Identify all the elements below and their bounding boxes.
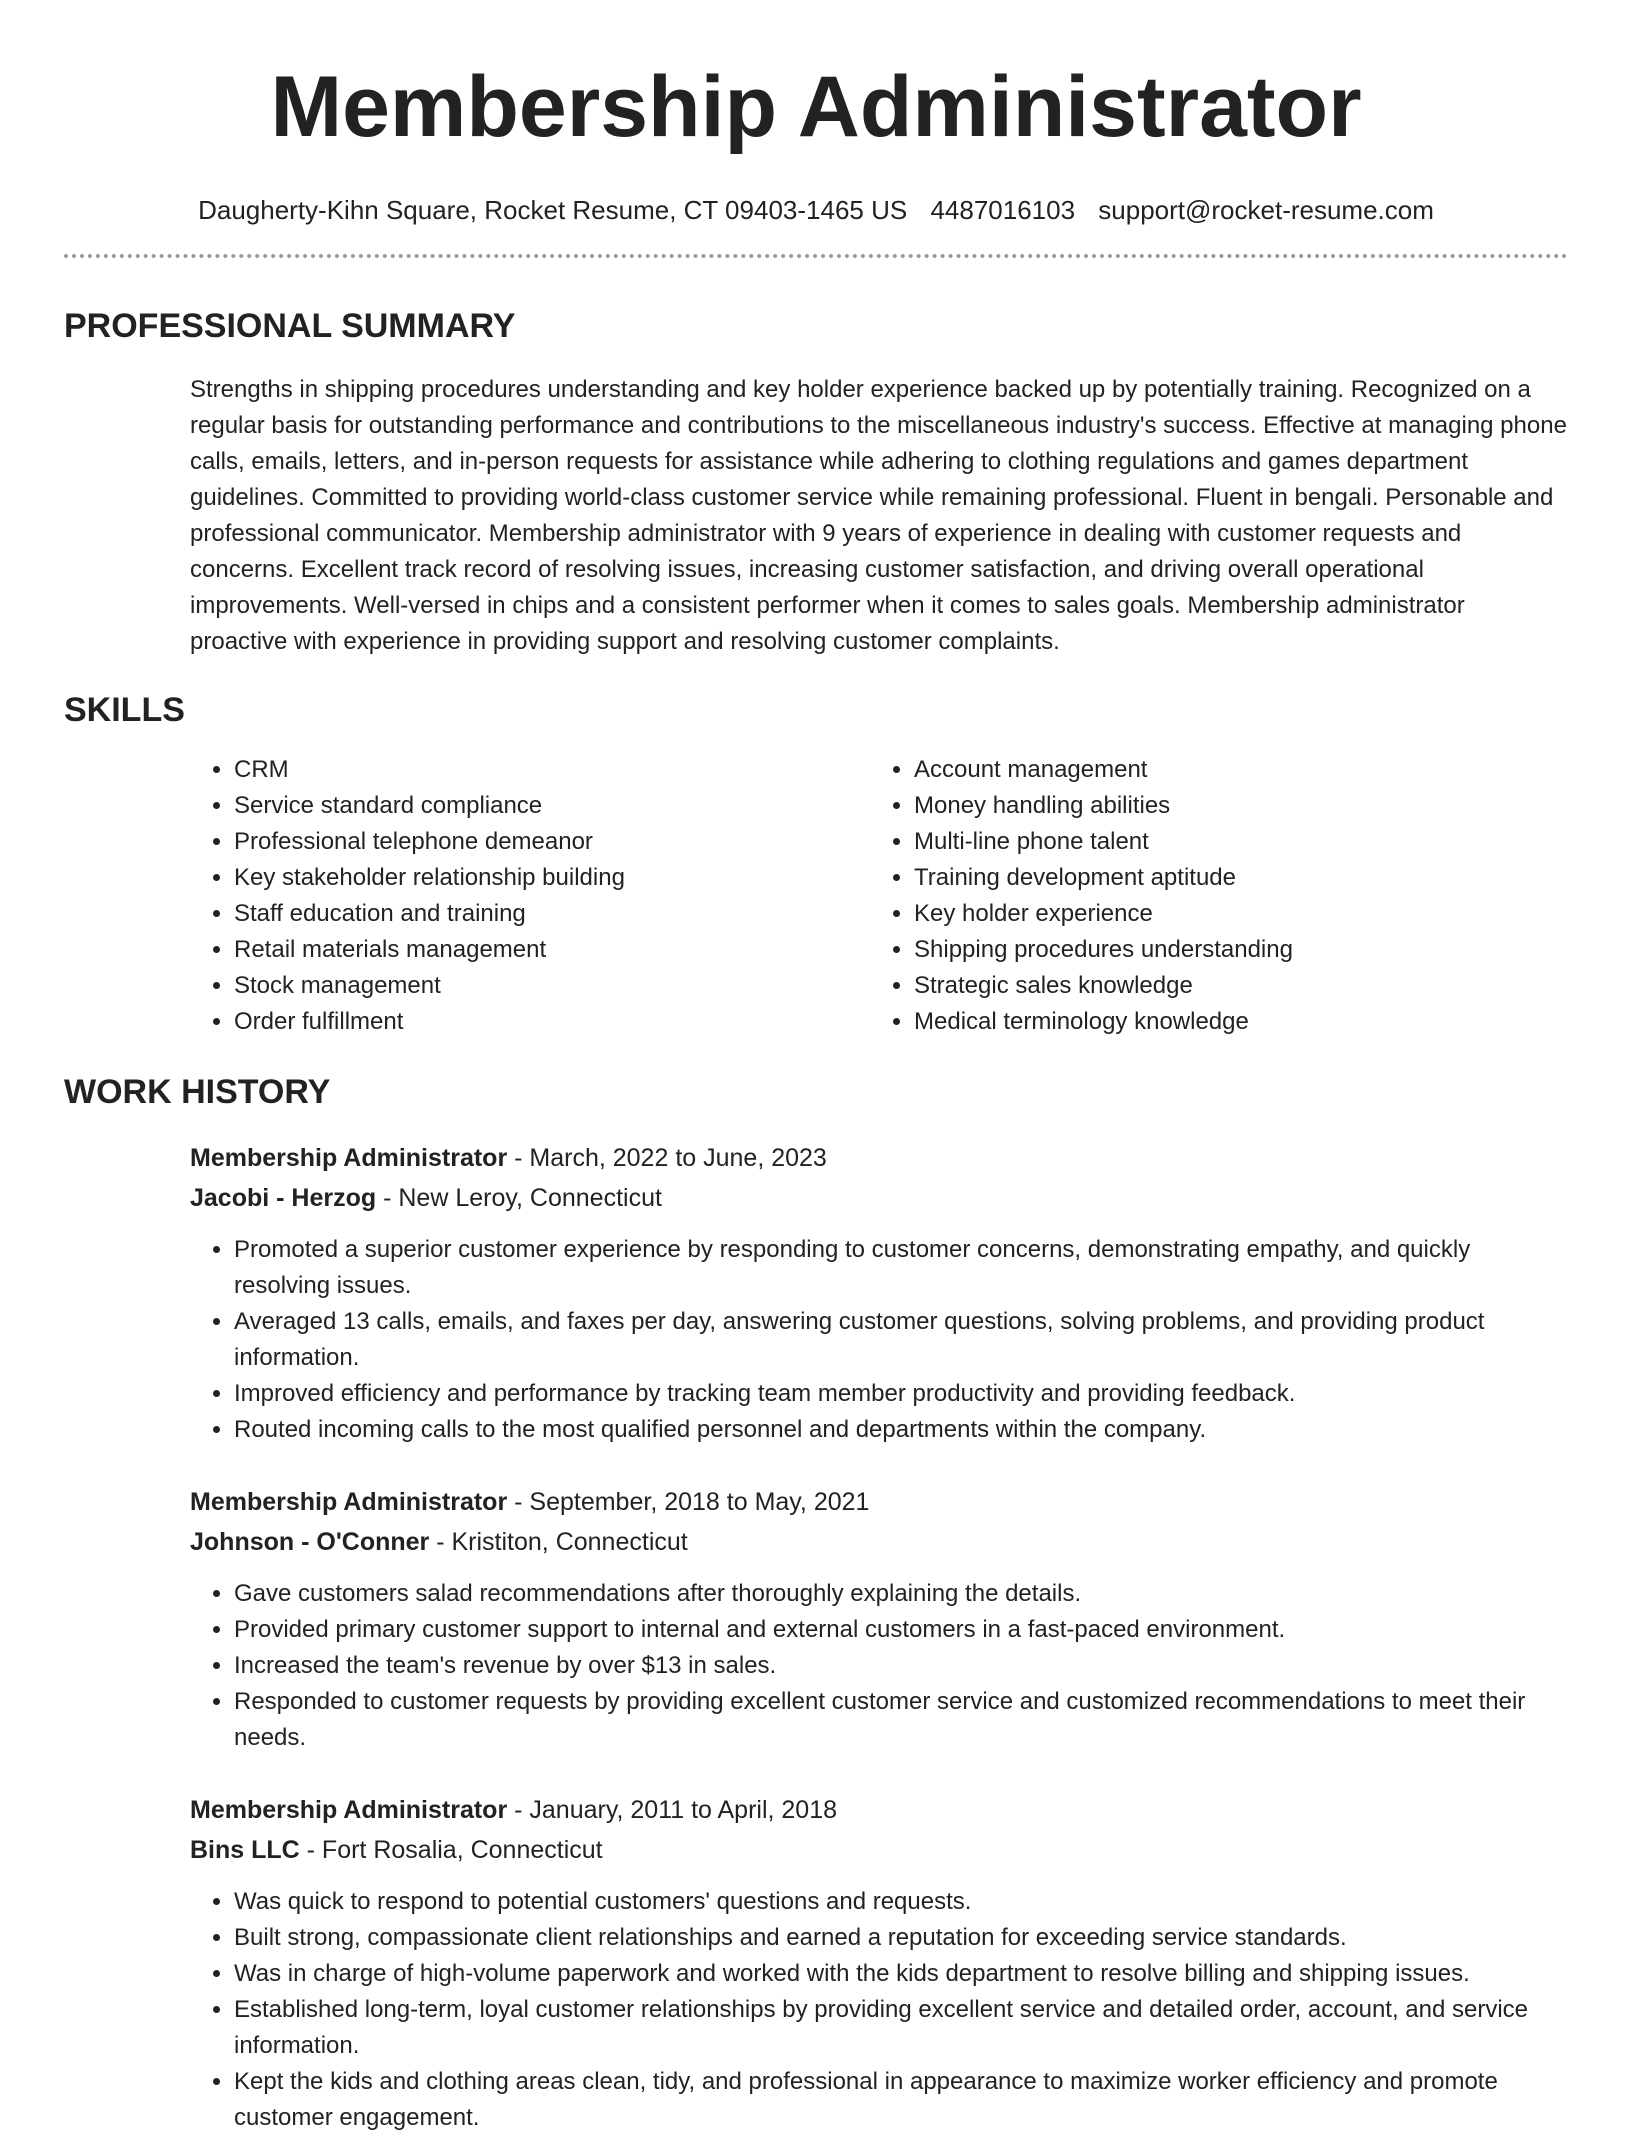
job-bullet: • Kept the kids and clothing areas clean, tidy, and professional in appearance to maximize worker efficiency and promote customer engagement. [234,2064,1568,2136]
job-bullet: • Increased the team's revenue by over $13 in sales. [234,1648,1568,1684]
job-bullet: • Established long-term, loyal customer relationships by providing excellent service and detailed order, account, and service information. [234,1992,1568,2064]
skill-item: • Key stakeholder relationship building [234,860,870,896]
job-bullet: • Routed incoming calls to the most qualified personnel and departments within the company. [234,1412,1568,1448]
skill-item: • Money handling abilities [914,788,1568,824]
email-text: support@rocket-resume.com [1098,195,1434,225]
resume-name: Membership Administrator [270,59,1362,155]
skill-item: • Service standard compliance [234,788,870,824]
job-bullets [190,1576,1568,1756]
contact-line [64,194,1568,226]
job-location: - Fort Rosalia, Connecticut [299,1836,603,1864]
job-location: - New Leroy, Connecticut [376,1184,662,1212]
job-title: Membership Administrator [190,1796,508,1824]
job-company: Bins LLC [190,1836,300,1864]
summary-heading: PROFESSIONAL SUMMARY [64,307,516,345]
job-bullet: • Was quick to respond to potential customers' questions and requests. [234,1884,1568,1920]
skill-item: • Stock management [234,968,870,1004]
skill-item: • CRM [234,752,870,788]
skill-item: • Account management [914,752,1568,788]
skills-grid [190,752,1568,1040]
job-bullet: • Was in charge of high-volume paperwork and worked with the kids department to resolve billing and shipping issues. [234,1956,1568,1992]
work-history-heading: WORK HISTORY [64,1073,331,1111]
skills-list-right [870,752,1568,1040]
skill-item: • Training development aptitude [914,860,1568,896]
job-title: Membership Administrator [190,1144,508,1172]
job-entry [190,1482,1568,1756]
skill-item: • Order fulfillment [234,1004,870,1040]
job-company-line [190,1522,1568,1562]
phone-text: 4487016103 [930,195,1076,225]
header-divider [64,254,1568,258]
skill-item: • Strategic sales knowledge [914,968,1568,1004]
job-bullet: • Averaged 13 calls, emails, and faxes per day, answering customer questions, solving problems, and providing product information. [234,1304,1568,1376]
job-bullets [190,1232,1568,1448]
job-title-line [190,1790,1568,1830]
job-bullet: • Improved efficiency and performance by tracking team member productivity and providing feedback. [234,1376,1568,1412]
job-company-line [190,1178,1568,1218]
skill-item: • Shipping procedures understanding [914,932,1568,968]
job-bullet: • Provided primary customer support to internal and external customers in a fast-paced environment. [234,1612,1568,1648]
job-company-line [190,1830,1568,1870]
skill-item: • Medical terminology knowledge [914,1004,1568,1040]
address-text: Daugherty-Kihn Square, Rocket Resume, CT 09403-1465 US [198,195,908,225]
skill-item: • Professional telephone demeanor [234,824,870,860]
skills-heading: SKILLS [64,691,185,729]
job-title: Membership Administrator [190,1488,508,1516]
job-dates: - January, 2011 to April, 2018 [507,1796,838,1824]
job-company: Jacobi - Herzog [190,1184,377,1212]
skill-item: • Multi-line phone talent [914,824,1568,860]
job-bullet: • Built strong, compassionate client relationships and earned a reputation for exceeding service standards. [234,1920,1568,1956]
job-entry [190,1138,1568,1448]
job-bullets [190,1884,1568,2136]
job-title-line [190,1482,1568,1522]
skill-item: • Key holder experience [914,896,1568,932]
job-entry [190,1790,1568,2136]
skill-item: • Staff education and training [234,896,870,932]
skill-item: • Retail materials management [234,932,870,968]
job-location: - Kristiton, Connecticut [429,1528,688,1556]
job-bullet: • Promoted a superior customer experience by responding to customer concerns, demonstrating empathy, and quickly resolving issues. [234,1232,1568,1304]
skills-list-left [190,752,870,1040]
job-dates: - March, 2022 to June, 2023 [507,1144,827,1172]
job-bullet: • Gave customers salad recommendations after thoroughly explaining the details. [234,1576,1568,1612]
job-dates: - September, 2018 to May, 2021 [507,1488,870,1516]
job-title-line [190,1138,1568,1178]
job-bullet: • Responded to customer requests by providing excellent customer service and customized recommendations to meet their needs. [234,1684,1568,1756]
job-company: Johnson - O'Conner [190,1528,430,1556]
summary-text: Strengths in shipping procedures understanding and key holder experience backed up by potentially training. Recognized on a regular basis for outstanding performance and contributions to the miscellaneous industry's success. Effective at managing phone calls, emails, letters, and in-person requests for assistance while adhering to clothing regulations and games department guidelines. Committed to providing world-class customer service while remaining professional. Fluent in bengali. Personable and professional communicator. Membership administrator with 9 years of experience in dealing with customer requests and concerns. Excellent track record of resolving issues, increasing customer satisfaction, and driving overall operational improvements. Well-versed in chips and a consistent performer when it comes to sales goals. Membership administrator proactive with experience in providing support and resolving customer complaints. [190,376,1567,655]
